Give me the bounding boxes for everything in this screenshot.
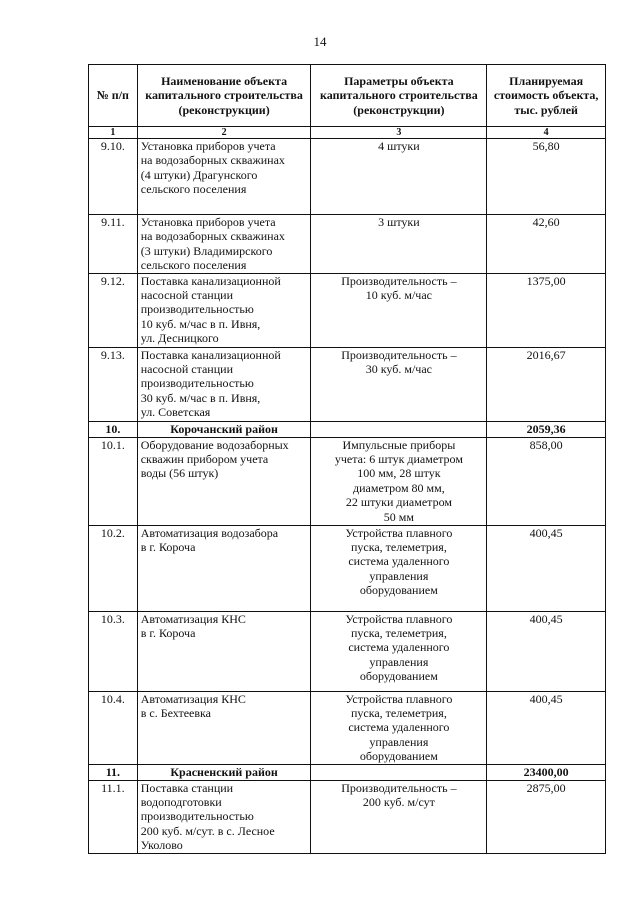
table-row: [89, 347, 606, 421]
object-name: Установка приборов учета на водозаборных скважинах (4 штуки) Драгунского сельского поселения: [137, 139, 311, 215]
object-name: Установка приборов учета на водозаборных скважинах (3 штуки) Владимирского сельского поселения: [137, 215, 311, 274]
object-params: 4 штуки: [311, 139, 487, 215]
row-number: 10.3.: [89, 611, 138, 691]
object-params: [311, 764, 487, 780]
table-row: [89, 273, 606, 347]
object-cost: 858,00: [487, 437, 606, 525]
section-row: [89, 764, 606, 780]
object-cost: 2016,67: [487, 347, 606, 421]
object-name: Красненский район: [137, 764, 311, 780]
row-number: 11.: [89, 764, 138, 780]
object-params: Производительность – 200 куб. м/сут: [311, 780, 487, 853]
object-cost: 1375,00: [487, 273, 606, 347]
table-row: [89, 437, 606, 525]
table-row: [89, 780, 606, 853]
object-name: Оборудование водозаборных скважин прибором учета воды (56 штук): [137, 437, 311, 525]
table-row: [89, 215, 606, 274]
header-row: [89, 65, 606, 127]
row-number: 11.1.: [89, 780, 138, 853]
object-params: Импульсные приборы учета: 6 штук диаметром 100 мм, 28 штук диаметром 80 мм, 22 штуки диаметром 50 мм: [311, 437, 487, 525]
object-cost: 400,45: [487, 525, 606, 611]
column-number: 1: [89, 127, 138, 139]
object-name: Корочанский район: [137, 421, 311, 437]
column-number: 4: [487, 127, 606, 139]
header-num: № п/п: [89, 65, 138, 127]
row-number: 10.1.: [89, 437, 138, 525]
column-number: 2: [137, 127, 311, 139]
object-params: 3 штуки: [311, 215, 487, 274]
row-number: 10.4.: [89, 691, 138, 764]
row-number: 9.12.: [89, 273, 138, 347]
header-name: Наименование объекта капитального строительства (реконструкции): [137, 65, 311, 127]
page-number: 14: [313, 34, 327, 49]
object-params: Производительность – 10 куб. м/час: [311, 273, 487, 347]
object-name: Автоматизация КНС в с. Бехтеевка: [137, 691, 311, 764]
object-name: Автоматизация водозабора в г. Короча: [137, 525, 311, 611]
table-row: [89, 691, 606, 764]
row-number: 10.: [89, 421, 138, 437]
object-cost: 400,45: [487, 611, 606, 691]
row-number: 9.11.: [89, 215, 138, 274]
table-row: [89, 139, 606, 215]
column-number-row: [89, 127, 606, 139]
object-cost: 56,80: [487, 139, 606, 215]
object-cost: 2059,36: [487, 421, 606, 437]
object-params: [311, 421, 487, 437]
object-name: Автоматизация КНС в г. Короча: [137, 611, 311, 691]
table-row: [89, 611, 606, 691]
header-cost: Планируемая стоимость объекта, тыс. рублей: [487, 65, 606, 127]
row-number: 9.13.: [89, 347, 138, 421]
object-params: Устройства плавного пуска, телеметрия, система удаленного управления оборудованием: [311, 611, 487, 691]
object-cost: 23400,00: [487, 764, 606, 780]
object-params: Устройства плавного пуска, телеметрия, система удаленного управления оборудованием: [311, 525, 487, 611]
capital-construction-table: [88, 64, 606, 854]
object-params: Производительность – 30 куб. м/час: [311, 347, 487, 421]
object-params: Устройства плавного пуска, телеметрия, система удаленного управления оборудованием: [311, 691, 487, 764]
object-cost: 42,60: [487, 215, 606, 274]
table-row: [89, 525, 606, 611]
object-cost: 2875,00: [487, 780, 606, 853]
object-name: Поставка канализационной насосной станции производительностью 10 куб. м/час в п. Ивня, ул. Десницкого: [137, 273, 311, 347]
object-name: Поставка канализационной насосной станции производительностью 30 куб. м/час в п. Ивня, ул. Советская: [137, 347, 311, 421]
section-row: [89, 421, 606, 437]
column-number: 3: [311, 127, 487, 139]
object-name: Поставка станции водоподготовки производительностью 200 куб. м/сут. в с. Лесное Уколово: [137, 780, 311, 853]
header-params: Параметры объекта капитального строительства (реконструкции): [311, 65, 487, 127]
object-cost: 400,45: [487, 691, 606, 764]
row-number: 10.2.: [89, 525, 138, 611]
row-number: 9.10.: [89, 139, 138, 215]
